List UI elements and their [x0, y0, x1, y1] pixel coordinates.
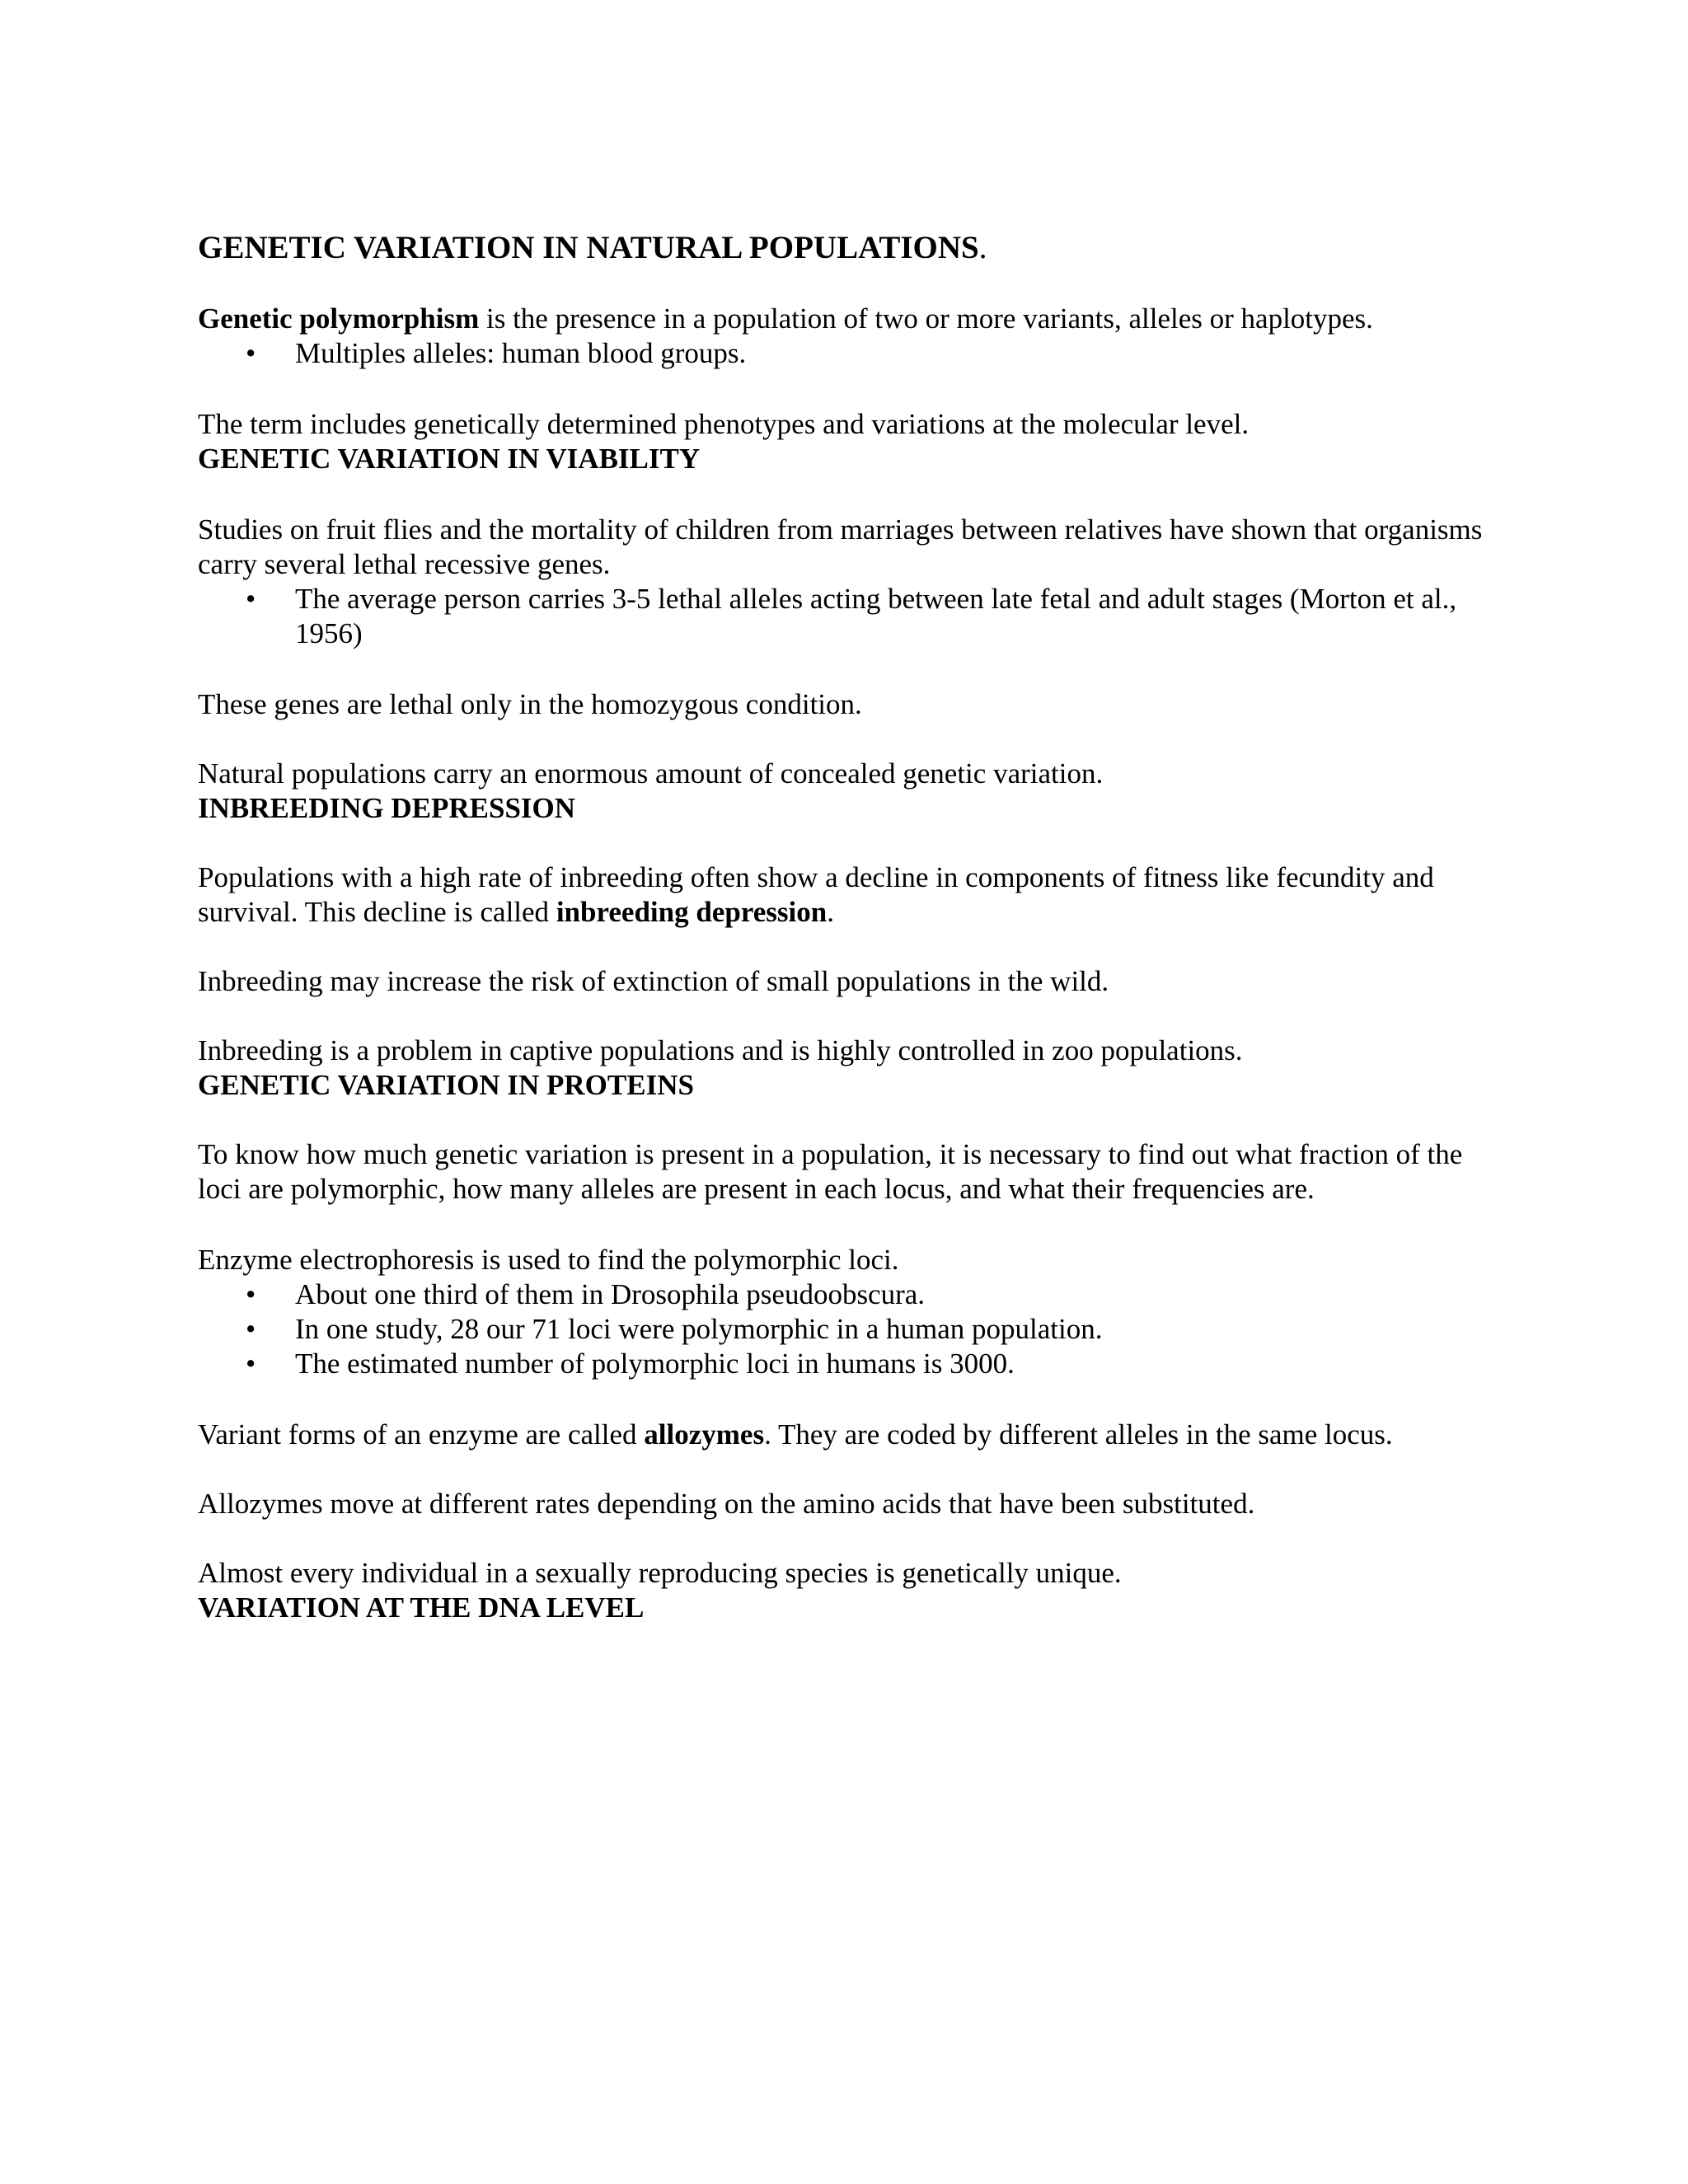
- inbreeding-p1-pre: Populations with a high rate of inbreeding often show a decline in components of fitness like fecundity and survival. This decline is called: [198, 861, 1434, 928]
- intro-bullet-list: [198, 336, 1500, 371]
- inbreeding-p1-post: .: [827, 896, 834, 928]
- bullet-icon: •: [246, 337, 256, 369]
- intro-paragraph: [198, 302, 1500, 336]
- proteins-heading: GENETIC VARIATION IN PROTEINS: [198, 1069, 694, 1101]
- viability-heading: GENETIC VARIATION IN VIABILITY: [198, 443, 701, 475]
- bullet-icon: •: [246, 583, 256, 615]
- bullet-icon: •: [246, 1313, 256, 1345]
- bullet-icon: •: [246, 1278, 256, 1310]
- bullet-icon: •: [246, 1347, 256, 1380]
- document-page: [198, 229, 1500, 1625]
- inbreeding-paragraph-2: Inbreeding may increase the risk of extinction of small populations in the wild.: [198, 965, 1109, 997]
- list-item-text: The estimated number of polymorphic loci in humans is 3000.: [295, 1347, 1015, 1380]
- title-suffix: .: [978, 230, 987, 265]
- viability-bullet-list: [198, 582, 1500, 651]
- list-item: [198, 1347, 1500, 1381]
- list-item-text: About one third of them in Drosophila pseudoobscura.: [295, 1278, 926, 1310]
- intro-term: Genetic polymorphism: [198, 302, 480, 335]
- viability-paragraph-2: These genes are lethal only in the homozygous condition.: [198, 688, 862, 720]
- viability-paragraph-1: Studies on fruit flies and the mortality of children from marriages between relatives have shown that organisms carry several lethal recessive genes.: [198, 513, 1483, 580]
- viability-paragraph-3: Natural populations carry an enormous amount of concealed genetic variation.: [198, 757, 1104, 790]
- inbreeding-paragraph-1: [198, 860, 1500, 930]
- list-item: [198, 336, 1500, 371]
- list-item: [198, 1277, 1500, 1312]
- list-item: [198, 1312, 1500, 1347]
- proteins-paragraph-2: Enzyme electrophoresis is used to find the polymorphic loci.: [198, 1244, 899, 1276]
- dna-heading: VARIATION AT THE DNA LEVEL: [198, 1591, 645, 1624]
- proteins-paragraph-1: To know how much genetic variation is present in a population, it is necessary to find out what fraction of the loci are polymorphic, how many alleles are present in each locus, and what their frequencies are.: [198, 1138, 1463, 1205]
- proteins-p3-pre: Variant forms of an enzyme are called: [198, 1418, 645, 1451]
- proteins-bullet-list: [198, 1277, 1500, 1381]
- list-item-text: The average person carries 3-5 lethal alleles acting between late fetal and adult stages (Morton et al., 1956): [295, 583, 1457, 649]
- intro-rest: is the presence in a population of two or more variants, alleles or haplotypes.: [479, 302, 1373, 335]
- proteins-paragraph-4: Allozymes move at different rates depending on the amino acids that have been substituted.: [198, 1488, 1255, 1520]
- intro-note: The term includes genetically determined phenotypes and variations at the molecular level.: [198, 408, 1250, 440]
- list-item: [198, 582, 1500, 651]
- proteins-paragraph-3: [198, 1418, 1500, 1452]
- proteins-paragraph-5: Almost every individual in a sexually reproducing species is genetically unique.: [198, 1557, 1122, 1589]
- inbreeding-paragraph-3: Inbreeding is a problem in captive populations and is highly controlled in zoo populations.: [198, 1034, 1243, 1066]
- allozymes-term: allozymes: [644, 1418, 765, 1451]
- title-text: GENETIC VARIATION IN NATURAL POPULATIONS: [198, 230, 979, 265]
- inbreeding-term: inbreeding depression: [556, 896, 828, 928]
- document-title: [198, 229, 1500, 267]
- list-item-text: In one study, 28 our 71 loci were polymorphic in a human population.: [295, 1313, 1103, 1345]
- list-item-text: Multiples alleles: human blood groups.: [295, 337, 747, 369]
- inbreeding-heading: INBREEDING DEPRESSION: [198, 792, 576, 824]
- proteins-p3-post: . They are coded by different alleles in the same locus.: [764, 1418, 1393, 1451]
